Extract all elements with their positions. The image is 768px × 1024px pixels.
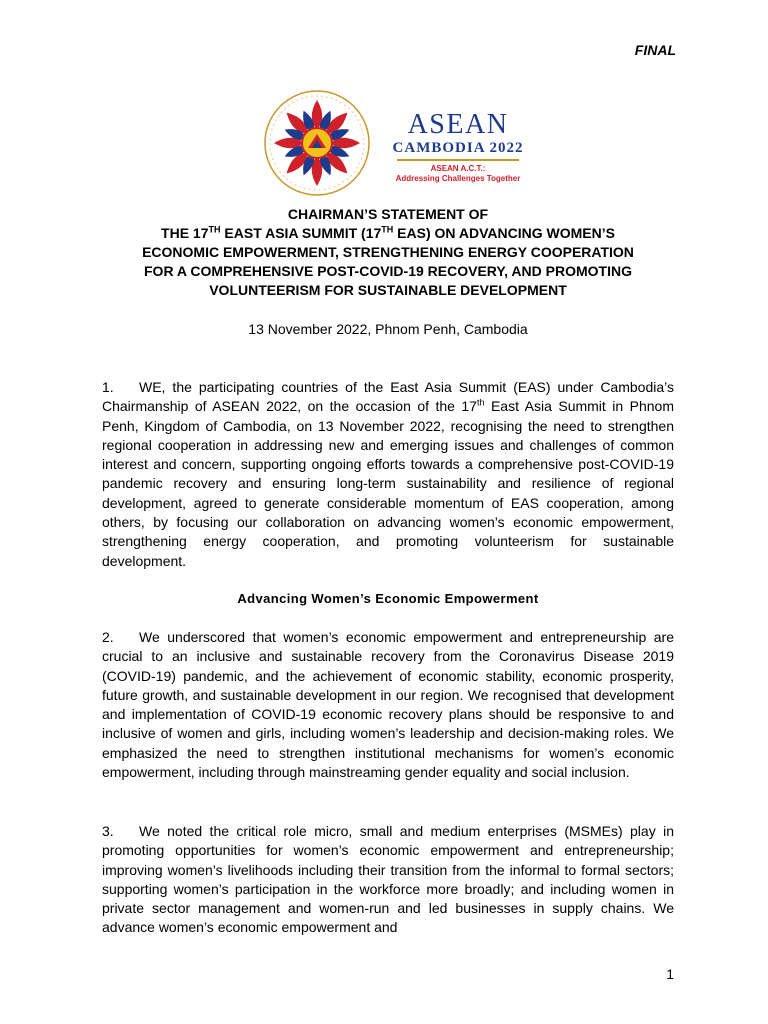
paragraph-number: 1. — [102, 379, 114, 395]
final-status-label: FINAL — [634, 42, 676, 58]
section-heading: Advancing Women’s Economic Empowerment — [237, 591, 539, 606]
asean-emblem-icon — [262, 88, 372, 198]
title-line-5: VOLUNTEERISM FOR SUSTAINABLE DEVELOPMENT — [209, 282, 567, 298]
title-line-2 — [100, 224, 676, 243]
title-line-1: CHAIRMAN’S STATEMENT OF — [287, 206, 489, 222]
paragraph-1-text-a: WE, the participating countries of the East Asia Summit (EAS) under Cambodia’s Chairmanship of ASEAN 2022, on the occasion of the 17 — [102, 379, 674, 415]
title-line-4: FOR A COMPREHENSIVE POST-COVID-19 RECOVERY, AND PROMOTING — [144, 263, 632, 279]
paragraph-1-superscript: th — [476, 397, 485, 408]
paragraph-2 — [102, 628, 674, 782]
page-number: 1 — [666, 966, 674, 982]
logo-asean-text: ASEAN — [407, 109, 509, 140]
title-superscript-1: TH — [208, 224, 221, 235]
paragraph-3 — [102, 822, 674, 938]
logo-wordmark — [388, 110, 528, 184]
logo-tagline-title: ASEAN A.C.T.: — [430, 164, 486, 173]
asean-cambodia-2022-logo — [262, 88, 522, 198]
title-line-2-part-2: EAST ASIA SUMMIT (17 — [220, 225, 382, 241]
paragraph-3-text: We noted the critical role micro, small and medium enterprises (MSMEs) play in promoting opportunities for women’s economic empowerment and entrepreneurship; improving women’s livelihoods including their transition from the informal to formal sectors; supporting women’s participation in the workforce more broadly; and including women in private sector management and women-run and led businesses in supply chains. We advance women’s economic empowerment and — [102, 823, 674, 936]
title-line-2-part-1: THE 17 — [161, 225, 209, 241]
title-superscript-2: TH — [381, 224, 394, 235]
logo-divider — [397, 159, 519, 161]
paragraph-1 — [102, 378, 674, 571]
title-line-2-part-3: EAS) ON ADVANCING WOMEN’S — [393, 225, 615, 241]
paragraph-2-text: We underscored that women’s economic empowerment and entrepreneurship are crucial to an inclusive and sustainable recovery from the Coronavirus Disease 2019 (COVID-19) pandemic, and the achievement of economic stability, economic prosperity, future growth, and sustainable development in our region. We recognised that development and implementation of COVID-19 economic recovery plans should be responsive to and inclusive of women and girls, including women’s leadership and decision-making roles. We emphasized the need to strengthen institutional mechanisms for women’s economic empowerment, including through mainstreaming gender equality and social inclusion. — [102, 629, 674, 781]
statement-title — [100, 205, 676, 300]
paragraph-number: 3. — [102, 823, 114, 839]
logo-tagline-subtitle: Addressing Challenges Together — [395, 174, 521, 183]
paragraph-1-text-b: East Asia Summit in Phnom Penh, Kingdom of Cambodia, on 13 November 2022, recognising the need to strengthen regional cooperation in addressing new and emerging issues and challenges of common interest and concern, supporting ongoing efforts towards a comprehensive post-COVID-19 pandemic recovery and ensuring long-term sustainability and resilience of regional development, agreed to generate considerable momentum of EAS cooperation, among others, by focusing our collaboration on advancing women’s economic empowerment, strengthening energy cooperation, and promoting volunteerism for sustainable development. — [102, 398, 674, 569]
paragraph-number: 2. — [102, 629, 114, 645]
title-line-3: ECONOMIC EMPOWERMENT, STRENGTHENING ENERGY COOPERATION — [142, 244, 634, 260]
logo-cambodia-2022-text: CAMBODIA 2022 — [392, 140, 524, 156]
date-location-line: 13 November 2022, Phnom Penh, Cambodia — [248, 321, 528, 337]
